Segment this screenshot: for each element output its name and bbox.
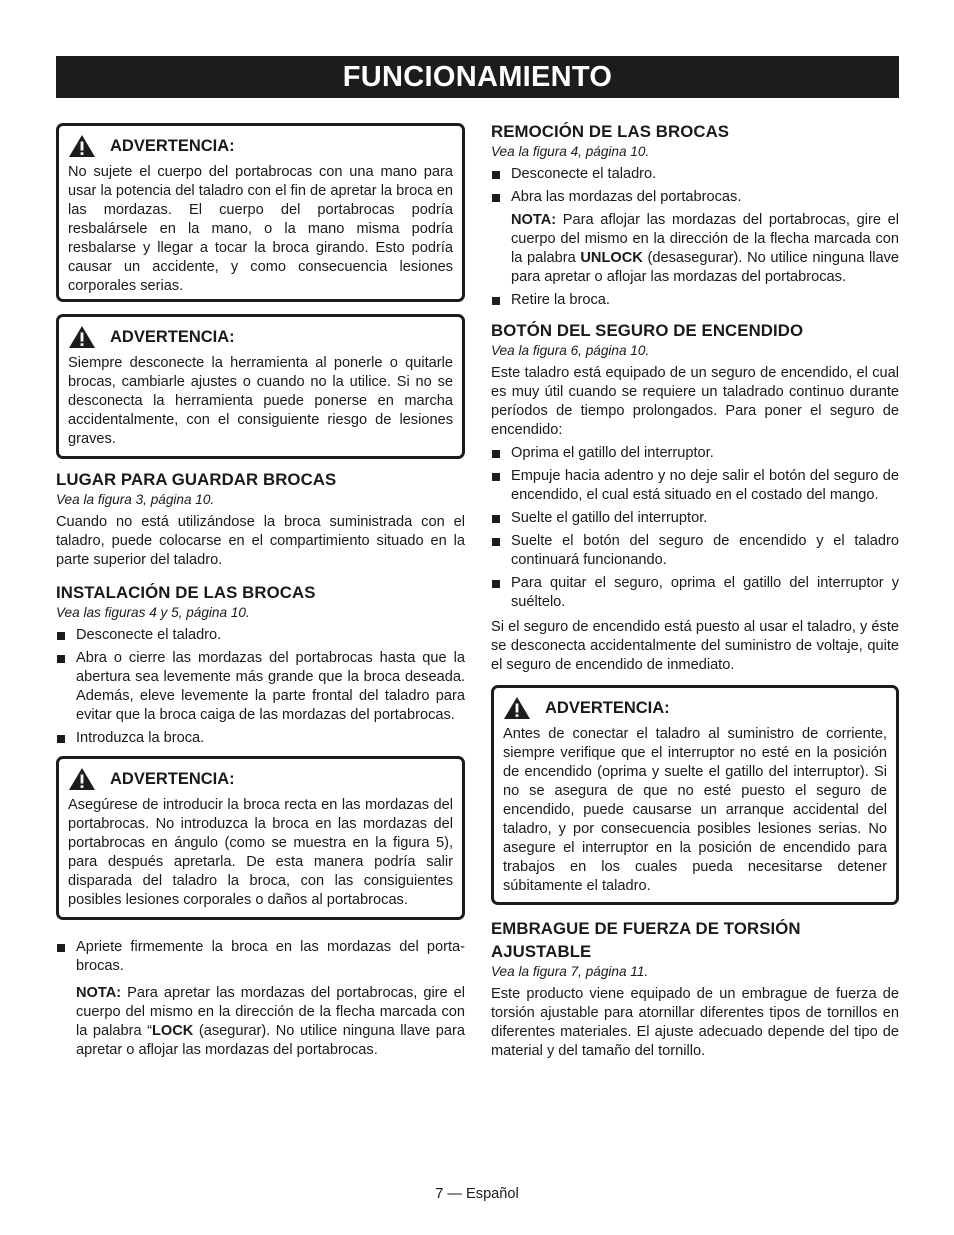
warning-title: ADVERTENCIA: (545, 698, 670, 717)
section-heading: INSTALACIÓN DE LAS BROCAS (56, 583, 316, 602)
list-item: Suelte el gatillo del interruptor. (491, 509, 899, 528)
section-removal (491, 121, 899, 310)
right-column (491, 123, 899, 1071)
section-heading: EMBRAGUE DE FUERZA DE TORSIÓN AJUSTABLE (491, 919, 801, 961)
list-item: Desconecte el taladro. (56, 626, 465, 645)
warning-box-2 (56, 314, 465, 459)
section-lock-on (491, 320, 899, 675)
note-text (511, 211, 899, 287)
warning-title: ADVERTENCIA: (110, 327, 235, 346)
warning-triangle-icon (68, 134, 96, 158)
section-storage (56, 469, 465, 570)
warning-text: No sujete el cuerpo del portabrocas con una mano para usar la potencia del taladro con el fin de apretar la broca en las mordazas. El cuerpo del portabrocas podría resbalársele en la mano, o la mano misma podría resbalarse y llegar a tocar la broca girando. Esto podría causar un accidente, y como consecuencia lesiones corporales serias. (68, 164, 453, 294)
warning-box-4 (491, 685, 899, 905)
warning-text: Antes de conectar el taladro al suministro de corriente, siempre verifique que el interruptor no esté en la posición de encendido (oprima y suelte el gatillo del interruptor). Si no se asegura de que no esté puesto el seguro de encendido, puede causarse un arranque accidental del taladro, y por consecuencia posibles lesiones serias. No asegure el interruptor en la posición de encendido para trabajos en los cuales pueda necesitarse detener súbitamente el taladro. (503, 726, 887, 894)
warning-header (68, 767, 453, 791)
body-text: Este taladro está equipado de un seguro de encendido, el cual es muy útil cuando se requiere un taladrado continuo durante períodos de tiempo prolongados. Para poner el seguro de encendido: (491, 365, 899, 438)
list-item: Para quitar el seguro, oprima el gatillo del interruptor y suéltelo. (491, 574, 899, 612)
note-body: Para apretar las mordazas del portabrocas, gire el cuerpo del mismo en la dirección de la flecha marcada con la palabra “ (76, 985, 465, 1039)
page-number: 7 — Español (435, 1186, 519, 1202)
list-item: Oprima el gatillo del interruptor. (491, 444, 899, 463)
page-title-banner (56, 56, 899, 98)
body-text: Cuando no está utilizándose la broca suministrada con el taladro, puede colocarse en el compartimiento situado en la parte superior del taladro. (56, 514, 465, 568)
list-item: Apriete firmemente la broca en las mordazas del porta-brocas. (56, 938, 465, 976)
warning-triangle-icon (68, 325, 96, 349)
page-title: FUNCIONAMIENTO (342, 61, 613, 93)
note-body: (desasegurar). No utilice ninguna llave para apretar o aflojar las mordazas del portabrocas. (511, 250, 899, 285)
figure-reference: Vea la figura 4, página 10. (491, 144, 650, 159)
warning-text: Siempre desconecte la herramienta al ponerle o quitarle brocas, cambiarle ajustes o cuando no la utilice. Si no se desconecta la herramienta puede ponerse en marcha accidentalmente, con el consiguiente riesgo de lesiones graves. (68, 355, 453, 447)
body-text: Este producto viene equipado de un embrague de fuerza de torsión ajustable para atornillar diferentes tipos de tornillos en diferentes materiales. El ajuste adecuado depende del tipo de material y del tamaño del tornillo. (491, 986, 899, 1059)
warning-triangle-icon (503, 696, 531, 720)
note-label: NOTA: (76, 985, 122, 1001)
page-footer (0, 1186, 954, 1202)
section-heading: LUGAR PARA GUARDAR BROCAS (56, 470, 337, 489)
section-tighten (56, 938, 465, 1060)
figure-reference: Vea la figura 7, página 11. (491, 964, 649, 979)
note-label: NOTA: (511, 212, 557, 228)
bullet-list (56, 626, 465, 748)
warning-title: ADVERTENCIA: (110, 136, 235, 155)
list-item: Introduzca la broca. (56, 729, 465, 748)
left-column (56, 123, 465, 1064)
warning-title: ADVERTENCIA: (110, 769, 235, 788)
note-keyword: UNLOCK (580, 250, 643, 266)
warning-triangle-icon (68, 767, 96, 791)
warning-header (68, 325, 453, 349)
section-heading: BOTÓN DEL SEGURO DE ENCENDIDO (491, 321, 804, 340)
note-text (76, 984, 465, 1060)
section-clutch (491, 917, 899, 1061)
list-item: Retire la broca. (491, 291, 899, 310)
list-item: Empuje hacia adentro y no deje salir el botón del seguro de encendido, el cual está situado en el costado del mango. (491, 467, 899, 505)
warning-text: Asegúrese de introducir la broca recta en las mordazas del portabrocas. No introduzca la broca en las mordazas del portabrocas en ángulo (como se muestra en la figura 5), para después apretarla. De esta manera podría salir disparada del taladro la broca, con las consiguientes posibles lesiones corporales o daños al portabrocas. (68, 797, 453, 908)
warning-header (68, 134, 453, 158)
note-keyword: LOCK (151, 1023, 194, 1039)
note-body: Para aflojar las mordazas del portabrocas, gire el cuerpo del mismo en la dirección de la flecha marcada con la palabra (511, 212, 899, 266)
bullet-list (491, 165, 899, 207)
section-install (56, 582, 465, 748)
note-body: (asegurar). No utilice ninguna llave para apretar o aflojar las mordazas del portabrocas. (76, 1023, 465, 1058)
list-item: Abra o cierre las mordazas del portabrocas hasta que la abertura sea levemente más grande que la broca deseada. Además, eleve levemente la parte frontal del taladro para evitar que la broca caiga de las mordazas del portabrocas. (56, 649, 465, 725)
warning-box-3 (56, 756, 465, 920)
bullet-list (491, 444, 899, 612)
warning-header (503, 696, 887, 720)
figure-reference: Vea la figura 3, página 10. (56, 492, 215, 507)
section-heading: REMOCIÓN DE LAS BROCAS (491, 122, 730, 141)
figure-reference: Vea la figura 6, página 10. (491, 343, 650, 358)
list-item: Suelte el botón del seguro de encendido y el taladro continuará funcionando. (491, 532, 899, 570)
figure-reference: Vea las figuras 4 y 5, página 10. (56, 605, 250, 620)
list-item: Abra las mordazas del portabrocas. (491, 188, 899, 207)
body-text: Si el seguro de encendido está puesto al usar el taladro, y éste se desconecta accidentalmente del suministro de voltaje, quite el seguro de encendido de inmediato. (491, 619, 899, 673)
warning-box-1 (56, 123, 465, 302)
bullet-list (491, 291, 899, 310)
list-item: Desconecte el taladro. (491, 165, 899, 184)
bullet-list (56, 938, 465, 976)
